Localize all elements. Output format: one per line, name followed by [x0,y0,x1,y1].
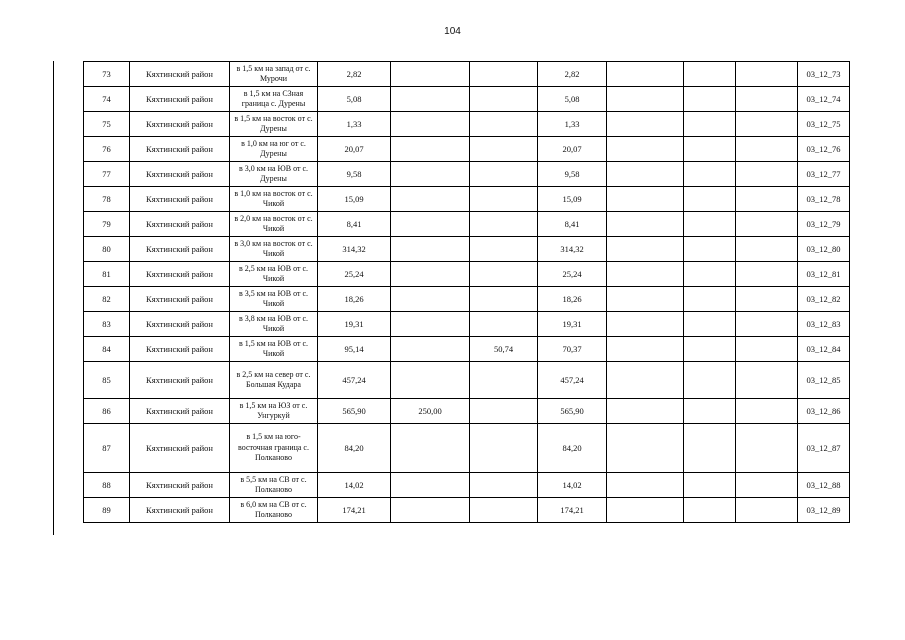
cell-col9 [684,399,736,424]
cell-code: 03_12_82 [798,287,850,312]
table-row [84,287,850,312]
cell-col9 [684,187,736,212]
cell-area: 8,41 [318,212,391,237]
cell-location: в 3,8 км на ЮВ от с. Чикой [230,312,318,337]
cell-col9 [684,62,736,87]
cell-col8 [607,498,684,523]
cell-col5: 250,00 [391,399,470,424]
cell-col6 [470,498,538,523]
cell-col8 [607,187,684,212]
cell-district: Кяхтинский район [130,62,230,87]
cell-district: Кяхтинский район [130,473,230,498]
cell-col9 [684,87,736,112]
table-row [84,162,850,187]
table-row [84,112,850,137]
cell-col5 [391,337,470,362]
cell-code: 03_12_84 [798,337,850,362]
cell-col8 [607,424,684,473]
cell-col8 [607,312,684,337]
cell-col10 [736,162,798,187]
cell-col10 [736,212,798,237]
cell-col9 [684,137,736,162]
cell-col9 [684,424,736,473]
left-margin-rule [53,61,54,535]
cell-number: 77 [84,162,130,187]
cell-district: Кяхтинский район [130,399,230,424]
cell-col10 [736,362,798,399]
table-row [84,498,850,523]
cell-col8 [607,237,684,262]
cell-number: 89 [84,498,130,523]
cell-col7: 9,58 [538,162,607,187]
cell-col7: 565,90 [538,399,607,424]
cell-code: 03_12_87 [798,424,850,473]
table-row [84,262,850,287]
cell-col8 [607,362,684,399]
cell-col6 [470,162,538,187]
cell-number: 73 [84,62,130,87]
cell-code: 03_12_88 [798,473,850,498]
cell-col6: 50,74 [470,337,538,362]
cell-district: Кяхтинский район [130,137,230,162]
cell-location: в 1,5 км на запад от с. Мурочи [230,62,318,87]
cell-col8 [607,162,684,187]
cell-area: 9,58 [318,162,391,187]
cell-col9 [684,162,736,187]
cell-col10 [736,312,798,337]
cell-col6 [470,87,538,112]
cell-location: в 3,0 км на восток от с. Чикой [230,237,318,262]
cell-col9 [684,237,736,262]
cell-area: 457,24 [318,362,391,399]
cell-col9 [684,498,736,523]
table-row [84,473,850,498]
cell-district: Кяхтинский район [130,187,230,212]
cell-number: 74 [84,87,130,112]
cell-col5 [391,424,470,473]
cell-district: Кяхтинский район [130,424,230,473]
table-row [84,337,850,362]
cell-location: в 6,0 км на СВ от с. Полканово [230,498,318,523]
cell-area: 25,24 [318,262,391,287]
cell-col5 [391,212,470,237]
table-row [84,362,850,399]
page-number: 104 [444,26,461,37]
cell-col7: 84,20 [538,424,607,473]
cell-col5 [391,187,470,212]
cell-col8 [607,473,684,498]
cell-area: 14,02 [318,473,391,498]
cell-district: Кяхтинский район [130,212,230,237]
cell-col8 [607,262,684,287]
cell-location: в 3,5 км на ЮВ от с. Чикой [230,287,318,312]
cell-district: Кяхтинский район [130,498,230,523]
cell-area: 95,14 [318,337,391,362]
cell-col8 [607,112,684,137]
cell-col5 [391,498,470,523]
cell-col6 [470,473,538,498]
cell-col6 [470,262,538,287]
cell-area: 174,21 [318,498,391,523]
cell-code: 03_12_86 [798,399,850,424]
cell-number: 82 [84,287,130,312]
cell-district: Кяхтинский район [130,287,230,312]
table-row [84,424,850,473]
cell-col10 [736,287,798,312]
cell-area: 15,09 [318,187,391,212]
table-row [84,399,850,424]
cell-col5 [391,162,470,187]
cell-col5 [391,473,470,498]
cell-col8 [607,399,684,424]
cell-col10 [736,262,798,287]
cell-col10 [736,399,798,424]
cell-col9 [684,212,736,237]
cell-code: 03_12_81 [798,262,850,287]
cell-location: в 1,5 км на ЮВ от с. Чикой [230,337,318,362]
cell-col6 [470,187,538,212]
cell-col5 [391,137,470,162]
table-row [84,212,850,237]
cell-number: 76 [84,137,130,162]
cell-area: 565,90 [318,399,391,424]
cell-number: 83 [84,312,130,337]
cell-col7: 25,24 [538,262,607,287]
cell-area: 18,26 [318,287,391,312]
cell-col10 [736,187,798,212]
cell-col6 [470,312,538,337]
cell-col8 [607,62,684,87]
cell-number: 87 [84,424,130,473]
cell-col10 [736,137,798,162]
cell-area: 314,32 [318,237,391,262]
cell-col8 [607,337,684,362]
cell-col7: 18,26 [538,287,607,312]
cell-col6 [470,112,538,137]
cell-area: 20,07 [318,137,391,162]
cell-col7: 174,21 [538,498,607,523]
cell-col6 [470,237,538,262]
cell-number: 81 [84,262,130,287]
cell-col5 [391,287,470,312]
cell-code: 03_12_79 [798,212,850,237]
cell-location: в 1,5 км на СЗная граница с. Дурены [230,87,318,112]
cell-number: 88 [84,473,130,498]
cell-col7: 19,31 [538,312,607,337]
cell-district: Кяхтинский район [130,162,230,187]
cell-district: Кяхтинский район [130,262,230,287]
table-row [84,187,850,212]
cell-number: 79 [84,212,130,237]
cell-col7: 8,41 [538,212,607,237]
cell-col7: 2,82 [538,62,607,87]
cell-col9 [684,473,736,498]
cell-location: в 1,0 км на восток от с. Чикой [230,187,318,212]
cell-number: 86 [84,399,130,424]
cell-code: 03_12_75 [798,112,850,137]
cell-code: 03_12_89 [798,498,850,523]
cell-code: 03_12_83 [798,312,850,337]
cell-code: 03_12_76 [798,137,850,162]
cell-location: в 1,5 км на восток от с. Дурены [230,112,318,137]
cell-code: 03_12_74 [798,87,850,112]
cell-number: 80 [84,237,130,262]
cell-location: в 5,5 км на СВ от с. Полканово [230,473,318,498]
cell-code: 03_12_77 [798,162,850,187]
cell-col6 [470,424,538,473]
cell-district: Кяхтинский район [130,237,230,262]
cell-col10 [736,498,798,523]
cell-col8 [607,137,684,162]
cell-location: в 2,5 км на север от с. Большая Кудара [230,362,318,399]
cell-code: 03_12_80 [798,237,850,262]
cell-col8 [607,287,684,312]
table-row [84,62,850,87]
cell-col5 [391,362,470,399]
cell-location: в 3,0 км на ЮВ от с. Дурены [230,162,318,187]
cell-col5 [391,312,470,337]
cell-col6 [470,399,538,424]
table-row [84,87,850,112]
cell-col9 [684,337,736,362]
cell-col7: 5,08 [538,87,607,112]
cell-col9 [684,287,736,312]
cell-location: в 1,5 км на ЮЗ от с. Унгуркуй [230,399,318,424]
cell-number: 85 [84,362,130,399]
table-row [84,137,850,162]
table-row [84,237,850,262]
data-table [83,61,850,523]
cell-code: 03_12_85 [798,362,850,399]
cell-area: 84,20 [318,424,391,473]
cell-district: Кяхтинский район [130,337,230,362]
cell-col8 [607,87,684,112]
cell-col6 [470,212,538,237]
cell-col7: 314,32 [538,237,607,262]
cell-number: 75 [84,112,130,137]
cell-number: 78 [84,187,130,212]
cell-col10 [736,424,798,473]
cell-col5 [391,87,470,112]
cell-col8 [607,212,684,237]
cell-col6 [470,62,538,87]
table-row [84,312,850,337]
cell-col5 [391,237,470,262]
cell-location: в 2,0 км на восток от с. Чикой [230,212,318,237]
cell-code: 03_12_73 [798,62,850,87]
cell-col10 [736,112,798,137]
cell-col10 [736,237,798,262]
cell-col7: 70,37 [538,337,607,362]
cell-area: 2,82 [318,62,391,87]
cell-col6 [470,287,538,312]
cell-area: 19,31 [318,312,391,337]
cell-col9 [684,262,736,287]
cell-area: 1,33 [318,112,391,137]
cell-district: Кяхтинский район [130,87,230,112]
cell-col10 [736,87,798,112]
cell-location: в 2,5 км на ЮВ от с. Чикой [230,262,318,287]
cell-area: 5,08 [318,87,391,112]
cell-district: Кяхтинский район [130,112,230,137]
cell-col9 [684,112,736,137]
cell-col10 [736,62,798,87]
cell-col7: 1,33 [538,112,607,137]
cell-col5 [391,62,470,87]
cell-number: 84 [84,337,130,362]
cell-location: в 1,0 км на юг от с. Дурены [230,137,318,162]
cell-col10 [736,473,798,498]
cell-col9 [684,312,736,337]
cell-district: Кяхтинский район [130,312,230,337]
cell-col5 [391,262,470,287]
cell-col7: 20,07 [538,137,607,162]
cell-district: Кяхтинский район [130,362,230,399]
cell-location: в 1,5 км на юго-восточная граница с. Полканово [230,424,318,473]
cell-col7: 457,24 [538,362,607,399]
cell-code: 03_12_78 [798,187,850,212]
cell-col7: 14,02 [538,473,607,498]
cell-col6 [470,362,538,399]
cell-col6 [470,137,538,162]
cell-col9 [684,362,736,399]
cell-col5 [391,112,470,137]
cell-col7: 15,09 [538,187,607,212]
cell-col10 [736,337,798,362]
